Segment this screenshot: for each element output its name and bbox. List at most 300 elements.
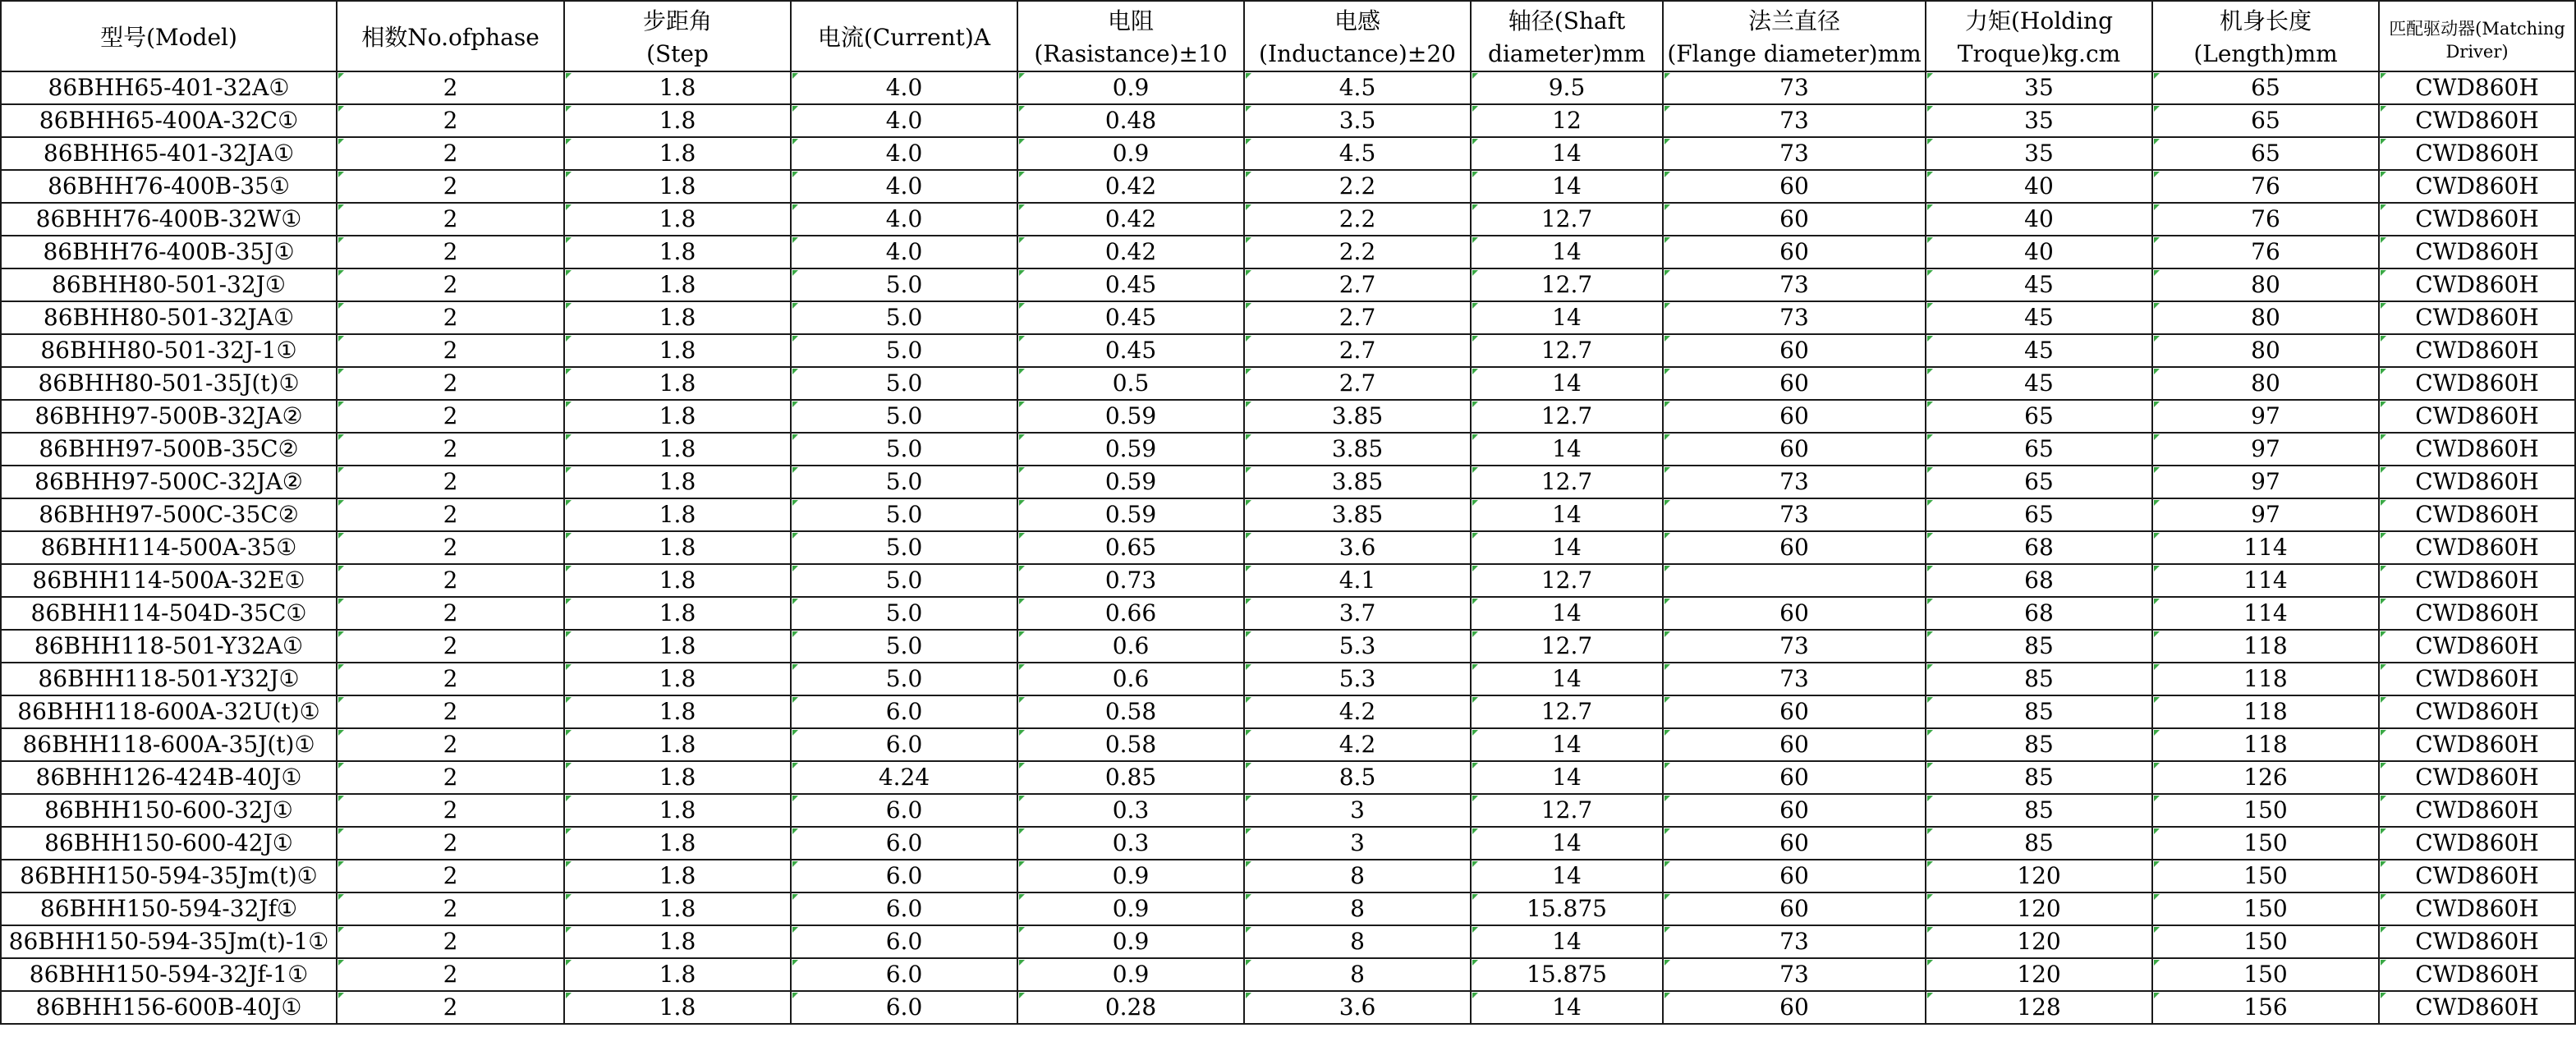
cell-length[interactable]: 80 <box>2152 301 2379 334</box>
cell-current[interactable]: 6.0 <box>791 695 1017 728</box>
cell-current[interactable]: 5.0 <box>791 334 1017 367</box>
cell-length[interactable]: 80 <box>2152 367 2379 400</box>
cell-current[interactable]: 6.0 <box>791 925 1017 958</box>
cell-flange-diameter[interactable] <box>1663 564 1926 597</box>
cell-length[interactable]: 97 <box>2152 433 2379 466</box>
cell-length[interactable]: 150 <box>2152 958 2379 991</box>
cell-resistance[interactable]: 0.59 <box>1017 400 1244 433</box>
cell-flange-diameter[interactable]: 73 <box>1663 958 1926 991</box>
cell-model[interactable]: 86BHH118-501-Y32J① <box>1 663 337 695</box>
cell-holding-torque[interactable]: 85 <box>1926 761 2152 794</box>
cell-model[interactable]: 86BHH150-594-35Jm(t)-1① <box>1 925 337 958</box>
cell-shaft-diameter[interactable]: 12 <box>1471 104 1663 137</box>
cell-length[interactable]: 97 <box>2152 466 2379 498</box>
cell-shaft-diameter[interactable]: 14 <box>1471 236 1663 268</box>
cell-current[interactable]: 6.0 <box>791 794 1017 827</box>
cell-length[interactable]: 118 <box>2152 663 2379 695</box>
cell-phase[interactable]: 2 <box>337 301 564 334</box>
cell-inductance[interactable]: 4.2 <box>1244 728 1471 761</box>
header-inductance[interactable] <box>1244 1 1471 71</box>
cell-step-angle[interactable]: 1.8 <box>564 695 791 728</box>
cell-step-angle[interactable]: 1.8 <box>564 991 791 1024</box>
cell-step-angle[interactable]: 1.8 <box>564 860 791 892</box>
cell-length[interactable]: 65 <box>2152 104 2379 137</box>
cell-current[interactable]: 4.0 <box>791 71 1017 104</box>
cell-inductance[interactable]: 2.2 <box>1244 236 1471 268</box>
cell-current[interactable]: 4.0 <box>791 203 1017 236</box>
cell-current[interactable]: 6.0 <box>791 892 1017 925</box>
cell-current[interactable]: 4.0 <box>791 170 1017 203</box>
cell-phase[interactable]: 2 <box>337 531 564 564</box>
cell-step-angle[interactable]: 1.8 <box>564 728 791 761</box>
cell-current[interactable]: 6.0 <box>791 728 1017 761</box>
cell-length[interactable]: 97 <box>2152 498 2379 531</box>
cell-matching-driver[interactable]: CWD860H <box>2379 466 2575 498</box>
cell-resistance[interactable]: 0.6 <box>1017 630 1244 663</box>
cell-inductance[interactable]: 4.1 <box>1244 564 1471 597</box>
header-model[interactable] <box>1 1 337 71</box>
cell-model[interactable]: 86BHH114-500A-32E① <box>1 564 337 597</box>
cell-flange-diameter[interactable]: 60 <box>1663 794 1926 827</box>
cell-resistance[interactable]: 0.66 <box>1017 597 1244 630</box>
cell-holding-torque[interactable]: 45 <box>1926 301 2152 334</box>
cell-resistance[interactable]: 0.9 <box>1017 71 1244 104</box>
header-phase[interactable] <box>337 1 564 71</box>
cell-step-angle[interactable]: 1.8 <box>564 203 791 236</box>
cell-model[interactable]: 86BHH118-600A-35J(t)① <box>1 728 337 761</box>
cell-step-angle[interactable]: 1.8 <box>564 663 791 695</box>
cell-matching-driver[interactable]: CWD860H <box>2379 531 2575 564</box>
cell-model[interactable]: 86BHH118-501-Y32A① <box>1 630 337 663</box>
cell-holding-torque[interactable]: 85 <box>1926 794 2152 827</box>
cell-shaft-diameter[interactable]: 14 <box>1471 498 1663 531</box>
cell-model[interactable]: 86BHH65-401-32JA① <box>1 137 337 170</box>
cell-step-angle[interactable]: 1.8 <box>564 170 791 203</box>
cell-length[interactable]: 118 <box>2152 728 2379 761</box>
cell-length[interactable]: 150 <box>2152 860 2379 892</box>
cell-shaft-diameter[interactable]: 9.5 <box>1471 71 1663 104</box>
cell-phase[interactable]: 2 <box>337 236 564 268</box>
cell-shaft-diameter[interactable]: 14 <box>1471 728 1663 761</box>
cell-matching-driver[interactable]: CWD860H <box>2379 498 2575 531</box>
cell-resistance[interactable]: 0.3 <box>1017 794 1244 827</box>
cell-holding-torque[interactable]: 65 <box>1926 400 2152 433</box>
cell-current[interactable]: 4.0 <box>791 104 1017 137</box>
cell-holding-torque[interactable]: 120 <box>1926 958 2152 991</box>
cell-length[interactable]: 150 <box>2152 827 2379 860</box>
cell-resistance[interactable]: 0.28 <box>1017 991 1244 1024</box>
cell-phase[interactable]: 2 <box>337 104 564 137</box>
cell-holding-torque[interactable]: 85 <box>1926 728 2152 761</box>
cell-phase[interactable]: 2 <box>337 597 564 630</box>
cell-model[interactable]: 86BHH150-600-42J① <box>1 827 337 860</box>
cell-holding-torque[interactable]: 45 <box>1926 367 2152 400</box>
cell-current[interactable]: 5.0 <box>791 597 1017 630</box>
cell-phase[interactable]: 2 <box>337 170 564 203</box>
cell-inductance[interactable]: 2.2 <box>1244 203 1471 236</box>
cell-phase[interactable]: 2 <box>337 137 564 170</box>
cell-holding-torque[interactable]: 45 <box>1926 268 2152 301</box>
cell-holding-torque[interactable]: 85 <box>1926 695 2152 728</box>
cell-current[interactable]: 5.0 <box>791 564 1017 597</box>
cell-shaft-diameter[interactable]: 14 <box>1471 301 1663 334</box>
cell-phase[interactable]: 2 <box>337 761 564 794</box>
cell-resistance[interactable]: 0.9 <box>1017 892 1244 925</box>
cell-phase[interactable]: 2 <box>337 892 564 925</box>
cell-step-angle[interactable]: 1.8 <box>564 466 791 498</box>
cell-current[interactable]: 5.0 <box>791 663 1017 695</box>
cell-matching-driver[interactable]: CWD860H <box>2379 104 2575 137</box>
cell-inductance[interactable]: 2.7 <box>1244 334 1471 367</box>
cell-current[interactable]: 5.0 <box>791 630 1017 663</box>
cell-current[interactable]: 4.0 <box>791 137 1017 170</box>
cell-model[interactable]: 86BHH76-400B-35① <box>1 170 337 203</box>
cell-step-angle[interactable]: 1.8 <box>564 104 791 137</box>
cell-length[interactable]: 156 <box>2152 991 2379 1024</box>
cell-phase[interactable]: 2 <box>337 466 564 498</box>
cell-model[interactable]: 86BHH97-500C-35C② <box>1 498 337 531</box>
cell-step-angle[interactable]: 1.8 <box>564 925 791 958</box>
cell-model[interactable]: 86BHH114-504D-35C① <box>1 597 337 630</box>
header-shaft-diameter[interactable] <box>1471 1 1663 71</box>
cell-model[interactable]: 86BHH126-424B-40J① <box>1 761 337 794</box>
cell-model[interactable]: 86BHH76-400B-32W① <box>1 203 337 236</box>
cell-holding-torque[interactable]: 120 <box>1926 860 2152 892</box>
cell-holding-torque[interactable]: 40 <box>1926 203 2152 236</box>
cell-current[interactable]: 5.0 <box>791 400 1017 433</box>
cell-matching-driver[interactable]: CWD860H <box>2379 630 2575 663</box>
cell-phase[interactable]: 2 <box>337 695 564 728</box>
cell-inductance[interactable]: 3.6 <box>1244 531 1471 564</box>
cell-length[interactable]: 80 <box>2152 268 2379 301</box>
cell-model[interactable]: 86BHH76-400B-35J① <box>1 236 337 268</box>
cell-model[interactable]: 86BHH65-401-32A① <box>1 71 337 104</box>
cell-phase[interactable]: 2 <box>337 663 564 695</box>
cell-step-angle[interactable]: 1.8 <box>564 71 791 104</box>
cell-current[interactable]: 6.0 <box>791 860 1017 892</box>
cell-current[interactable]: 5.0 <box>791 367 1017 400</box>
cell-length[interactable]: 65 <box>2152 71 2379 104</box>
cell-flange-diameter[interactable]: 73 <box>1663 498 1926 531</box>
cell-phase[interactable]: 2 <box>337 71 564 104</box>
cell-inductance[interactable]: 5.3 <box>1244 630 1471 663</box>
cell-resistance[interactable]: 0.9 <box>1017 137 1244 170</box>
cell-resistance[interactable]: 0.45 <box>1017 334 1244 367</box>
cell-model[interactable]: 86BHH80-501-32JA① <box>1 301 337 334</box>
cell-flange-diameter[interactable]: 60 <box>1663 170 1926 203</box>
cell-resistance[interactable]: 0.9 <box>1017 860 1244 892</box>
cell-length[interactable]: 65 <box>2152 137 2379 170</box>
cell-phase[interactable]: 2 <box>337 564 564 597</box>
cell-flange-diameter[interactable]: 73 <box>1663 104 1926 137</box>
cell-phase[interactable]: 2 <box>337 433 564 466</box>
cell-length[interactable]: 118 <box>2152 630 2379 663</box>
cell-phase[interactable]: 2 <box>337 630 564 663</box>
cell-step-angle[interactable]: 1.8 <box>564 400 791 433</box>
cell-inductance[interactable]: 8 <box>1244 892 1471 925</box>
cell-step-angle[interactable]: 1.8 <box>564 236 791 268</box>
cell-flange-diameter[interactable]: 60 <box>1663 531 1926 564</box>
cell-model[interactable]: 86BHH156-600B-40J① <box>1 991 337 1024</box>
cell-flange-diameter[interactable]: 73 <box>1663 466 1926 498</box>
cell-holding-torque[interactable]: 85 <box>1926 663 2152 695</box>
cell-current[interactable]: 6.0 <box>791 958 1017 991</box>
cell-shaft-diameter[interactable]: 14 <box>1471 433 1663 466</box>
cell-resistance[interactable]: 0.42 <box>1017 236 1244 268</box>
cell-holding-torque[interactable]: 40 <box>1926 236 2152 268</box>
cell-step-angle[interactable]: 1.8 <box>564 334 791 367</box>
cell-inductance[interactable]: 8 <box>1244 958 1471 991</box>
cell-matching-driver[interactable]: CWD860H <box>2379 203 2575 236</box>
cell-phase[interactable]: 2 <box>337 958 564 991</box>
cell-resistance[interactable]: 0.58 <box>1017 728 1244 761</box>
cell-shaft-diameter[interactable]: 12.7 <box>1471 564 1663 597</box>
cell-flange-diameter[interactable]: 60 <box>1663 203 1926 236</box>
cell-step-angle[interactable]: 1.8 <box>564 367 791 400</box>
header-current[interactable] <box>791 1 1017 71</box>
cell-flange-diameter[interactable]: 60 <box>1663 761 1926 794</box>
cell-step-angle[interactable]: 1.8 <box>564 958 791 991</box>
cell-matching-driver[interactable]: CWD860H <box>2379 663 2575 695</box>
header-resistance[interactable] <box>1017 1 1244 71</box>
cell-flange-diameter[interactable]: 73 <box>1663 301 1926 334</box>
cell-matching-driver[interactable]: CWD860H <box>2379 236 2575 268</box>
cell-inductance[interactable]: 4.5 <box>1244 71 1471 104</box>
cell-matching-driver[interactable]: CWD860H <box>2379 892 2575 925</box>
cell-current[interactable]: 5.0 <box>791 498 1017 531</box>
cell-inductance[interactable]: 3.6 <box>1244 991 1471 1024</box>
cell-shaft-diameter[interactable]: 14 <box>1471 761 1663 794</box>
cell-current[interactable]: 5.0 <box>791 301 1017 334</box>
cell-shaft-diameter[interactable]: 12.7 <box>1471 334 1663 367</box>
cell-holding-torque[interactable]: 68 <box>1926 564 2152 597</box>
cell-shaft-diameter[interactable]: 15.875 <box>1471 958 1663 991</box>
cell-inductance[interactable]: 8 <box>1244 925 1471 958</box>
cell-current[interactable]: 6.0 <box>791 827 1017 860</box>
cell-inductance[interactable]: 3.85 <box>1244 400 1471 433</box>
cell-inductance[interactable]: 3 <box>1244 794 1471 827</box>
cell-inductance[interactable]: 3.5 <box>1244 104 1471 137</box>
cell-matching-driver[interactable]: CWD860H <box>2379 761 2575 794</box>
cell-length[interactable]: 118 <box>2152 695 2379 728</box>
cell-resistance[interactable]: 0.58 <box>1017 695 1244 728</box>
cell-matching-driver[interactable]: CWD860H <box>2379 991 2575 1024</box>
cell-matching-driver[interactable]: CWD860H <box>2379 170 2575 203</box>
cell-resistance[interactable]: 0.59 <box>1017 498 1244 531</box>
cell-model[interactable]: 86BHH150-600-32J① <box>1 794 337 827</box>
cell-flange-diameter[interactable]: 73 <box>1663 71 1926 104</box>
cell-length[interactable]: 126 <box>2152 761 2379 794</box>
cell-shaft-diameter[interactable]: 12.7 <box>1471 203 1663 236</box>
cell-matching-driver[interactable]: CWD860H <box>2379 597 2575 630</box>
cell-inductance[interactable]: 4.2 <box>1244 695 1471 728</box>
cell-flange-diameter[interactable]: 60 <box>1663 991 1926 1024</box>
cell-shaft-diameter[interactable]: 12.7 <box>1471 630 1663 663</box>
cell-inductance[interactable]: 2.2 <box>1244 170 1471 203</box>
cell-matching-driver[interactable]: CWD860H <box>2379 860 2575 892</box>
cell-inductance[interactable]: 3 <box>1244 827 1471 860</box>
cell-step-angle[interactable]: 1.8 <box>564 433 791 466</box>
cell-shaft-diameter[interactable]: 14 <box>1471 663 1663 695</box>
cell-shaft-diameter[interactable]: 12.7 <box>1471 466 1663 498</box>
cell-step-angle[interactable]: 1.8 <box>564 301 791 334</box>
cell-flange-diameter[interactable]: 60 <box>1663 433 1926 466</box>
cell-phase[interactable]: 2 <box>337 400 564 433</box>
cell-resistance[interactable]: 0.42 <box>1017 170 1244 203</box>
cell-flange-diameter[interactable]: 73 <box>1663 137 1926 170</box>
cell-flange-diameter[interactable]: 60 <box>1663 236 1926 268</box>
cell-phase[interactable]: 2 <box>337 860 564 892</box>
cell-matching-driver[interactable]: CWD860H <box>2379 728 2575 761</box>
cell-phase[interactable]: 2 <box>337 498 564 531</box>
cell-model[interactable]: 86BHH97-500B-32JA② <box>1 400 337 433</box>
cell-shaft-diameter[interactable]: 15.875 <box>1471 892 1663 925</box>
cell-phase[interactable]: 2 <box>337 991 564 1024</box>
cell-step-angle[interactable]: 1.8 <box>564 761 791 794</box>
cell-holding-torque[interactable]: 65 <box>1926 498 2152 531</box>
cell-current[interactable]: 4.0 <box>791 236 1017 268</box>
cell-step-angle[interactable]: 1.8 <box>564 564 791 597</box>
cell-resistance[interactable]: 0.48 <box>1017 104 1244 137</box>
cell-phase[interactable]: 2 <box>337 334 564 367</box>
cell-step-angle[interactable]: 1.8 <box>564 630 791 663</box>
cell-holding-torque[interactable]: 35 <box>1926 104 2152 137</box>
cell-resistance[interactable]: 0.42 <box>1017 203 1244 236</box>
cell-shaft-diameter[interactable]: 14 <box>1471 827 1663 860</box>
cell-current[interactable]: 5.0 <box>791 466 1017 498</box>
cell-step-angle[interactable]: 1.8 <box>564 137 791 170</box>
cell-matching-driver[interactable]: CWD860H <box>2379 301 2575 334</box>
cell-model[interactable]: 86BHH114-500A-35① <box>1 531 337 564</box>
cell-matching-driver[interactable]: CWD860H <box>2379 564 2575 597</box>
cell-inductance[interactable]: 2.7 <box>1244 268 1471 301</box>
cell-flange-diameter[interactable]: 60 <box>1663 892 1926 925</box>
cell-phase[interactable]: 2 <box>337 268 564 301</box>
cell-shaft-diameter[interactable]: 14 <box>1471 597 1663 630</box>
cell-flange-diameter[interactable]: 60 <box>1663 597 1926 630</box>
cell-model[interactable]: 86BHH65-400A-32C① <box>1 104 337 137</box>
cell-current[interactable]: 4.24 <box>791 761 1017 794</box>
cell-flange-diameter[interactable]: 73 <box>1663 925 1926 958</box>
cell-holding-torque[interactable]: 120 <box>1926 925 2152 958</box>
cell-matching-driver[interactable]: CWD860H <box>2379 695 2575 728</box>
cell-inductance[interactable]: 2.7 <box>1244 301 1471 334</box>
cell-model[interactable]: 86BHH118-600A-32U(t)① <box>1 695 337 728</box>
cell-model[interactable]: 86BHH97-500C-32JA② <box>1 466 337 498</box>
cell-inductance[interactable]: 4.5 <box>1244 137 1471 170</box>
cell-step-angle[interactable]: 1.8 <box>564 268 791 301</box>
cell-resistance[interactable]: 0.5 <box>1017 367 1244 400</box>
cell-flange-diameter[interactable]: 60 <box>1663 695 1926 728</box>
cell-shaft-diameter[interactable]: 12.7 <box>1471 400 1663 433</box>
cell-holding-torque[interactable]: 65 <box>1926 466 2152 498</box>
cell-holding-torque[interactable]: 35 <box>1926 137 2152 170</box>
cell-holding-torque[interactable]: 65 <box>1926 433 2152 466</box>
cell-length[interactable]: 76 <box>2152 236 2379 268</box>
cell-resistance[interactable]: 0.45 <box>1017 301 1244 334</box>
cell-step-angle[interactable]: 1.8 <box>564 597 791 630</box>
cell-current[interactable]: 5.0 <box>791 268 1017 301</box>
cell-step-angle[interactable]: 1.8 <box>564 827 791 860</box>
cell-shaft-diameter[interactable]: 14 <box>1471 860 1663 892</box>
cell-model[interactable]: 86BHH150-594-35Jm(t)① <box>1 860 337 892</box>
cell-model[interactable]: 86BHH150-594-32Jf① <box>1 892 337 925</box>
cell-phase[interactable]: 2 <box>337 728 564 761</box>
cell-inductance[interactable]: 3.7 <box>1244 597 1471 630</box>
cell-matching-driver[interactable]: CWD860H <box>2379 268 2575 301</box>
cell-holding-torque[interactable]: 35 <box>1926 71 2152 104</box>
cell-phase[interactable]: 2 <box>337 203 564 236</box>
cell-shaft-diameter[interactable]: 12.7 <box>1471 695 1663 728</box>
cell-matching-driver[interactable]: CWD860H <box>2379 71 2575 104</box>
cell-matching-driver[interactable]: CWD860H <box>2379 794 2575 827</box>
cell-model[interactable]: 86BHH97-500B-35C② <box>1 433 337 466</box>
cell-holding-torque[interactable]: 45 <box>1926 334 2152 367</box>
cell-shaft-diameter[interactable]: 14 <box>1471 137 1663 170</box>
cell-model[interactable]: 86BHH80-501-32J-1① <box>1 334 337 367</box>
cell-flange-diameter[interactable]: 73 <box>1663 630 1926 663</box>
cell-step-angle[interactable]: 1.8 <box>564 498 791 531</box>
cell-holding-torque[interactable]: 85 <box>1926 827 2152 860</box>
cell-flange-diameter[interactable]: 60 <box>1663 400 1926 433</box>
cell-step-angle[interactable]: 1.8 <box>564 531 791 564</box>
cell-step-angle[interactable]: 1.8 <box>564 794 791 827</box>
cell-model[interactable]: 86BHH80-501-32J① <box>1 268 337 301</box>
cell-phase[interactable]: 2 <box>337 827 564 860</box>
cell-inductance[interactable]: 3.85 <box>1244 498 1471 531</box>
cell-inductance[interactable]: 3.85 <box>1244 433 1471 466</box>
cell-matching-driver[interactable]: CWD860H <box>2379 137 2575 170</box>
cell-length[interactable]: 150 <box>2152 794 2379 827</box>
cell-model[interactable]: 86BHH150-594-32Jf-1① <box>1 958 337 991</box>
cell-holding-torque[interactable]: 68 <box>1926 597 2152 630</box>
cell-current[interactable]: 5.0 <box>791 433 1017 466</box>
cell-resistance[interactable]: 0.45 <box>1017 268 1244 301</box>
cell-flange-diameter[interactable]: 60 <box>1663 860 1926 892</box>
cell-current[interactable]: 6.0 <box>791 991 1017 1024</box>
cell-resistance[interactable]: 0.59 <box>1017 433 1244 466</box>
cell-phase[interactable]: 2 <box>337 925 564 958</box>
cell-shaft-diameter[interactable]: 14 <box>1471 367 1663 400</box>
cell-shaft-diameter[interactable]: 12.7 <box>1471 794 1663 827</box>
cell-resistance[interactable]: 0.6 <box>1017 663 1244 695</box>
cell-shaft-diameter[interactable]: 14 <box>1471 170 1663 203</box>
cell-matching-driver[interactable]: CWD860H <box>2379 827 2575 860</box>
header-length[interactable] <box>2152 1 2379 71</box>
header-flange-diameter[interactable] <box>1663 1 1926 71</box>
cell-inductance[interactable]: 8 <box>1244 860 1471 892</box>
cell-matching-driver[interactable]: CWD860H <box>2379 400 2575 433</box>
cell-flange-diameter[interactable]: 60 <box>1663 367 1926 400</box>
cell-inductance[interactable]: 3.85 <box>1244 466 1471 498</box>
cell-length[interactable]: 97 <box>2152 400 2379 433</box>
cell-holding-torque[interactable]: 40 <box>1926 170 2152 203</box>
cell-resistance[interactable]: 0.73 <box>1017 564 1244 597</box>
cell-shaft-diameter[interactable]: 14 <box>1471 531 1663 564</box>
cell-flange-diameter[interactable]: 60 <box>1663 827 1926 860</box>
cell-matching-driver[interactable]: CWD860H <box>2379 925 2575 958</box>
cell-shaft-diameter[interactable]: 12.7 <box>1471 268 1663 301</box>
cell-shaft-diameter[interactable]: 14 <box>1471 925 1663 958</box>
cell-resistance[interactable]: 0.3 <box>1017 827 1244 860</box>
cell-inductance[interactable]: 5.3 <box>1244 663 1471 695</box>
cell-step-angle[interactable]: 1.8 <box>564 892 791 925</box>
cell-inductance[interactable]: 2.7 <box>1244 367 1471 400</box>
cell-model[interactable]: 86BHH80-501-35J(t)① <box>1 367 337 400</box>
cell-length[interactable]: 114 <box>2152 531 2379 564</box>
cell-length[interactable]: 76 <box>2152 170 2379 203</box>
cell-holding-torque[interactable]: 120 <box>1926 892 2152 925</box>
